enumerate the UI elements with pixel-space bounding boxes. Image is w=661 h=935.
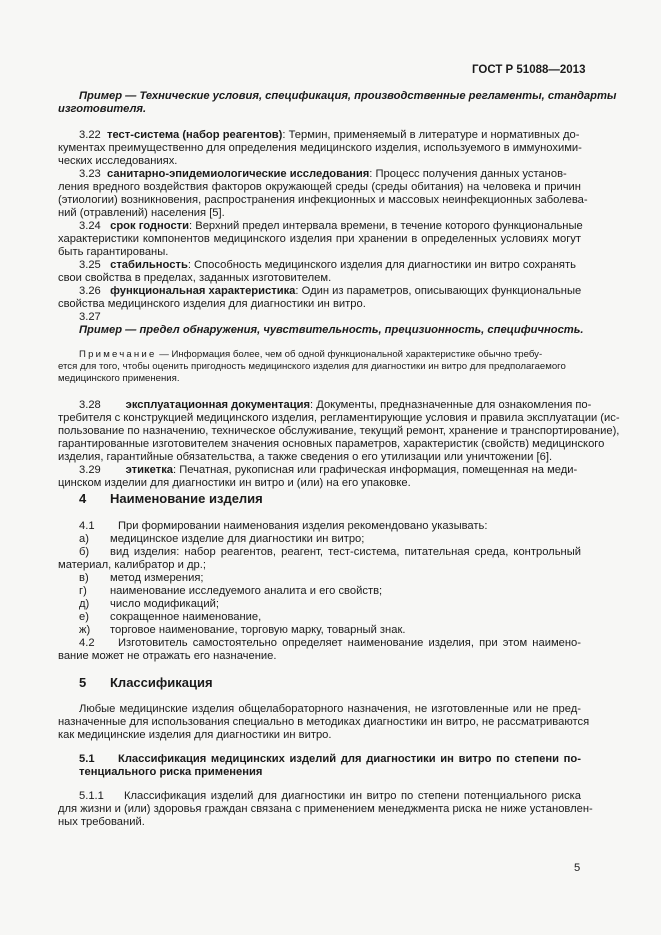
term-definition: : Один из параметров, описывающих функциональные	[295, 285, 582, 297]
term-number: 3.27	[79, 311, 101, 323]
subsection-title: тенциального риска применения	[79, 766, 263, 778]
section-title: Классификация	[110, 675, 213, 690]
note-text: — Информация более, чем об одной функциональной характеристике обычно требу-	[156, 349, 543, 360]
term-definition: : Способность медицинского изделия для диагностики ин витро сохранять	[187, 259, 576, 271]
clause-text: Классификация изделий для диагностики ин витро по степени потенциального риска	[124, 790, 581, 802]
list-item: сокращенное наименование,	[110, 611, 262, 623]
note-line	[79, 349, 542, 361]
page-number: 5	[574, 862, 581, 874]
term-number: 3.28	[79, 399, 101, 411]
list-item-continuation: материал, калибратор и др.;	[58, 559, 206, 571]
term-definition: : Термин, применяемый в литературе и нормативных до-	[282, 129, 580, 141]
note-label: Примечание	[79, 349, 157, 360]
list-mark: а)	[79, 533, 89, 545]
note-line: ется для того, чтобы оценить пригодность медицинского изделия для диагностики ин витро для предполагаемого	[58, 361, 566, 372]
term-name: функциональная характеристика	[110, 285, 296, 297]
example-line: изготовителя.	[58, 103, 147, 115]
example-line: Пример — Технические условия, спецификация, производственные регламенты, стандарты	[79, 90, 617, 102]
list-item: торговое наименование, торговую марку, товарный знак.	[110, 624, 406, 636]
definition-line: ний (отравлений) населения [5].	[58, 207, 225, 219]
clause-number: 4.1	[79, 520, 95, 532]
term-name: этикетка	[125, 464, 174, 476]
document-code: ГОСТ Р 51088—2013	[472, 64, 586, 76]
paragraph-line: Любые медицинские изделия общелабораторного назначения, не изготовленные или не пред-	[79, 703, 581, 715]
definition-line: изделия, гарантийные обязательства, а также сведения о его утилизации или уничтожении [6].	[58, 451, 553, 463]
term-number: 3.29	[79, 464, 101, 476]
definition-line: цинском изделии для диагностики ин витро и (или) на его упаковке.	[58, 477, 411, 489]
list-item: наименование исследуемого аналита и его свойств;	[110, 585, 383, 597]
subsection-title: Классификация медицинских изделий для диагностики ин витро по степени по-	[118, 753, 581, 765]
clause-number: 4.2	[79, 637, 95, 649]
definition-line: пользование по назначению, техническое обслуживание, текущий ремонт, хранение и транспортирование),	[58, 425, 620, 437]
clause-text: для жизни и (или) здоровья граждан связана с применением менеджмента риска не ниже установлен-	[58, 803, 593, 815]
term-definition: : Печатная, рукописная или графическая информация, помещенная на меди-	[173, 464, 578, 476]
definition-line: быть гарантированы.	[58, 246, 169, 258]
term-number: 3.23	[79, 168, 101, 180]
clause-number: 5.1.1	[79, 790, 104, 802]
definition-line: свои свойства в пределах, заданных изготовителем.	[58, 272, 332, 284]
paragraph-line: как медицинские изделия для диагностики ин витро.	[58, 729, 332, 741]
term-name: эксплуатационная документация	[125, 399, 311, 411]
clause-text: ных требований.	[58, 816, 145, 828]
term-definition: : Верхний предел интервала времени, в течение которого функциональные	[189, 220, 583, 232]
term-name: тест-система (набор реагентов)	[107, 129, 283, 141]
definition-line: характеристики компонентов медицинского изделия при хранении в определенных условиях могут	[58, 233, 581, 245]
definition-line: свойства медицинского изделия для диагностики ин витро.	[58, 298, 366, 310]
term-3-25	[79, 259, 576, 272]
definition-line: ческих исследованиях.	[58, 155, 178, 167]
list-mark: б)	[79, 546, 90, 558]
term-definition: : Процесс получения данных установ-	[369, 168, 567, 180]
list-mark: д)	[79, 598, 90, 610]
list-item: вид изделия: набор реагентов, реагент, тест-система, питательная среда, контрольный	[110, 546, 581, 558]
term-name: срок годности	[110, 220, 190, 232]
clause-text: Изготовитель самостоятельно определяет наименование изделия, при этом наимено-	[118, 637, 581, 649]
section-number: 5	[79, 675, 87, 690]
list-item: медицинское изделие для диагностики ин витро;	[110, 533, 365, 545]
list-item: число модификаций;	[110, 598, 219, 610]
section-number: 4	[79, 491, 87, 506]
term-name: санитарно-эпидемиологические исследования	[107, 168, 370, 180]
definition-line: требителя с конструкцией медицинского изделия, регламентирующие условия и правила эксплуатации (ис-	[58, 412, 620, 424]
definition-line: (этиологии) возникновения, распространения инфекционных и массовых неинфекционных заболева-	[58, 194, 588, 206]
term-name: стабильность	[110, 259, 188, 271]
term-number: 3.26	[79, 285, 101, 297]
list-item: метод измерения;	[110, 572, 204, 584]
term-number: 3.25	[79, 259, 101, 271]
term-3-23	[79, 168, 567, 181]
term-3-22	[79, 129, 581, 142]
list-mark: г)	[79, 585, 87, 597]
definition-line: кументах преимущественно для определения медицинского изделия, используемого в иммунохими-	[58, 142, 582, 154]
paragraph-line: назначенные для использования специально в методиках диагностики ин витро, не рассматриваются	[58, 716, 590, 728]
subsection-number: 5.1	[79, 753, 95, 765]
term-3-28	[79, 399, 591, 412]
term-3-24	[79, 220, 583, 233]
clause-text: При формировании наименования изделия рекомендовано указывать:	[118, 520, 488, 532]
term-number: 3.22	[79, 129, 101, 141]
term-3-26	[79, 285, 581, 298]
definition-line: гарантированные изготовителем значения основных параметров, характеристик (свойств) медицинского	[58, 438, 605, 450]
list-mark: ж)	[79, 624, 91, 636]
definition-line: ления вредного воздействия факторов окружающей среды (среды обитания) на человека и причин	[58, 181, 581, 193]
note-line: медицинского применения.	[58, 373, 180, 384]
clause-text: вание может не отражать его назначение.	[58, 650, 277, 662]
term-number: 3.24	[79, 220, 101, 232]
list-mark: в)	[79, 572, 89, 584]
term-3-29	[79, 464, 577, 477]
example-line: Пример — предел обнаружения, чувствительность, прецизионность, специфичность.	[79, 324, 584, 336]
list-mark: е)	[79, 611, 89, 623]
section-title: Наименование изделия	[110, 491, 263, 506]
term-definition: : Документы, предназначенные для ознакомления по-	[310, 399, 592, 411]
